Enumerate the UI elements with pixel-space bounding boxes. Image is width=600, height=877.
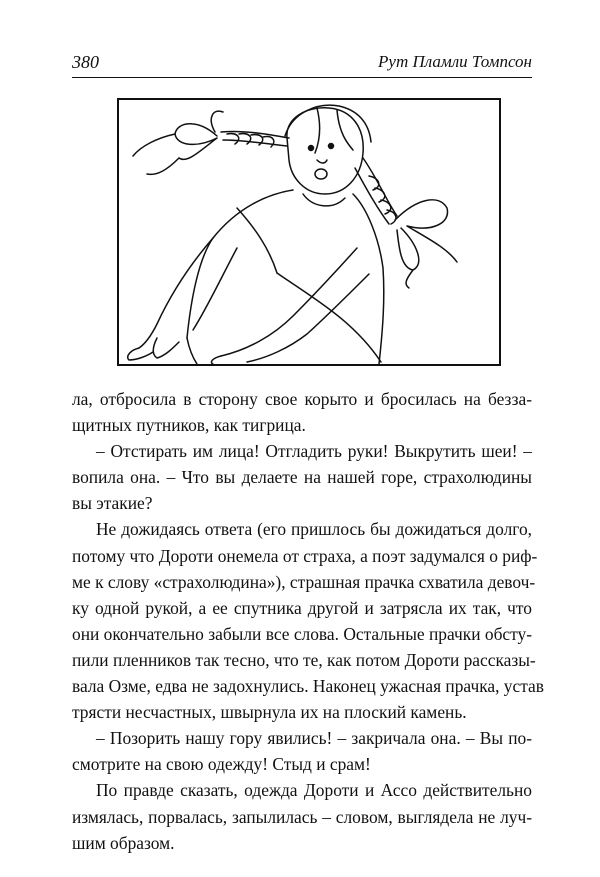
header-rule — [72, 77, 532, 78]
text-line: пили пленников так тесно, что те, как потом Дороти рассказы- — [72, 649, 536, 670]
left-bow — [175, 111, 223, 159]
head — [287, 108, 363, 194]
text-line: шим образом. — [72, 832, 175, 853]
text-line: ме к слову «страхолюдина»), страшная прачка схватила девоч- — [72, 571, 536, 592]
illustration-frame — [118, 99, 500, 365]
text-line: – Отстирать им лица! Отгладить руки! Выкрутить шеи! – — [96, 441, 532, 462]
text-line: щитных путников, как тигрица. — [72, 415, 306, 436]
text-line: измялась, порвалась, запылилась – словом, выглядела не луч- — [72, 806, 532, 827]
right-braid — [355, 158, 397, 224]
right-arm — [221, 248, 369, 362]
text-line: они окончательно забыли все слова. Остальные прачки обсту- — [72, 623, 532, 644]
torso — [187, 190, 384, 364]
right-bow — [395, 200, 457, 270]
text-line: ку одной рукой, а ее спутника другой и затрясла их так, что — [72, 597, 532, 618]
text-line: трясти несчастных, швырнула их на плоский камень. — [72, 702, 467, 723]
text-line: ла, отбросила в сторону свое корыто и бросилась на безза- — [72, 389, 532, 409]
left-hand — [128, 338, 179, 360]
text-line: – Позорить нашу гору явились! – закричала она. – Вы по- — [96, 728, 532, 749]
running-title: Рут Пламли Томпсон — [378, 52, 532, 71]
skirt — [277, 273, 381, 362]
text-line: потому что Дороти онемела от страха, а поэт задумался о риф- — [72, 545, 538, 566]
text-line: Не дожидаясь ответа (его пришлось бы дожидаться долго, — [96, 519, 532, 540]
text-line: вала Озме, едва не задохнулись. Наконец ужасная прачка, устав — [72, 676, 544, 697]
text-line: смотрите на свою одежду! Стыд и срам! — [72, 754, 371, 775]
body-text — [72, 386, 544, 856]
text-line: По правде сказать, одежда Дороти и Ассо действительно — [96, 780, 532, 801]
text-line: вопила она. – Что вы делаете на нашей горе, страхолюдины — [72, 467, 532, 488]
hair — [285, 105, 371, 142]
laundress-illustration — [117, 98, 501, 366]
page-number: 380 — [72, 52, 99, 72]
page-header — [72, 50, 532, 80]
text-line: вы этакие? — [72, 493, 153, 514]
